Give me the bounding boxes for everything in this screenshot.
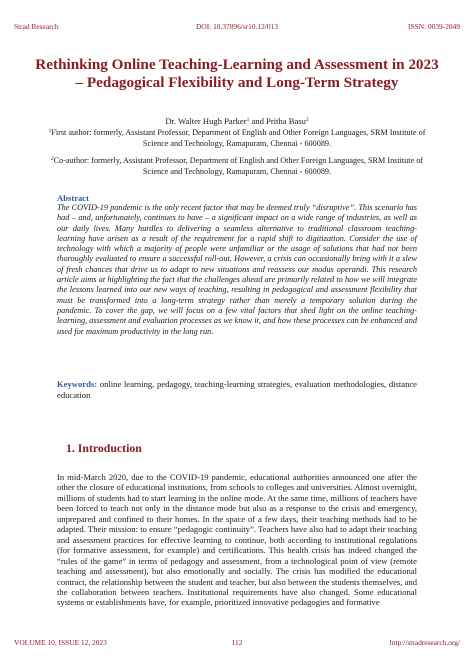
- affiliation-1-text: First author: formerly, Assistant Professor, Department of English and Other Foreign Languages, SRM Institute of Science and Technology, Ramapuram, Chennai - 600089.: [51, 128, 426, 148]
- affiliation-2-marker: 2: [50, 156, 54, 162]
- website-link[interactable]: http://stradresearch.org/: [389, 638, 460, 647]
- abstract-body: The COVID-19 pandemic is the only recent factor that may be deemed truly “disruptive”. This scenario has had – and, unfortunately, continues to have – a significant impact on a wide range of industries, as well as our daily lives. Many hurdles to delivering a seamless alternative to traditional classroom teaching-learning have arisen as a result of the requirement for a rapid shift to digitization. Consider the use of technology with which a majority of people were unfamiliar or the usage of solutions that had not been thoroughly evaluated to ensure a successful roll-out. However, a crisis can occasionally bring with it a slew of fresh chances that drive us to adapt to new situations and reassess our modus operandi. This research article aims at highlighting the fact that the challenges ahead are primarily related to how we will integrate the lessons learned into our new ways of teaching, resulting in pedagogical and assessment flexibility that must be transformed into a long-term strategy rather than merely a temporary solution during the pandemic. To cover the gap, we will focus on a few vital factors that shed light on the online teaching-learning, assessment and evaluation processes as we know it, and how these processes can be enhanced and used for maximum productivity in the long run.: [57, 203, 417, 336]
- keywords-text: online learning, pedagogy, teaching-learning strategies, evaluation methodologies, distance education: [57, 379, 417, 400]
- affiliation-2: [40, 154, 434, 177]
- introduction-paragraph: In mid-March 2020, due to the COVID-19 pandemic, educational authorities announced one after the other the closure of educational institutions, from schools to colleges and universities. Almost overnight, millions of students had to start learning in the online mode. At the same time, millions of teachers have been forced to teach not only in the distance mode but also as a response to the crisis and emergency, unprepared and confined to their homes. In the space of a few days, their teaching methods had to be adapted. Their mission: to ensure “pedagogic continuity”. Teachers have also had to adapt their teaching and assessment practices for effective learning to continue, both according to institutional regulations (for formative assessment, for example) and certifications. This health crisis has indeed changed the “rules of the game” in terms of pedagogy and assessment, from a technological point of view (remote teaching and assessment), but also emotionally and socially. The crisis has modified the educational contract, the relationship between the student and teacher, but also between the students themselves, and the collaboration between teachers. Institutional requirements have also changed. Some educational systems or establishments have, for example, prioritized innovative pedagogies and formative: [57, 472, 417, 608]
- page-number: 112: [231, 638, 243, 647]
- section-heading-introduction: 1. Introduction: [66, 441, 142, 455]
- volume-issue: VOLUME 10, ISSUE 12, 2023: [14, 638, 107, 647]
- affiliation-1-marker: 1: [48, 128, 52, 134]
- author-2: Pritha Basu: [266, 116, 306, 126]
- paper-title: Rethinking Online Teaching-Learning and Assessment in 2023 – Pedagogical Flexibility and Long-Term Strategy: [35, 56, 439, 91]
- abstract-heading: Abstract: [57, 193, 89, 203]
- keywords: [57, 379, 417, 400]
- author-1-marker: 1: [246, 117, 250, 123]
- journal-name: Strad Research: [14, 22, 59, 31]
- author-1: Dr. Walter Hugh Parker: [165, 116, 247, 126]
- author-conjunction: and: [249, 116, 267, 126]
- issn: ISSN: 0039-2049: [408, 22, 460, 31]
- affiliation-1: [40, 126, 434, 149]
- doi: DOI: 10.37896/sr10.12/013: [196, 22, 278, 31]
- affiliation-2-text: Co-author: formerly, Assistant Professor, Department of English and Other Foreign Languages, SRM Institute of Science and Technology, Ramapuram, Chennai - 600089.: [53, 156, 424, 176]
- author-2-marker: 2: [305, 117, 309, 123]
- keywords-label: Keywords:: [57, 379, 98, 389]
